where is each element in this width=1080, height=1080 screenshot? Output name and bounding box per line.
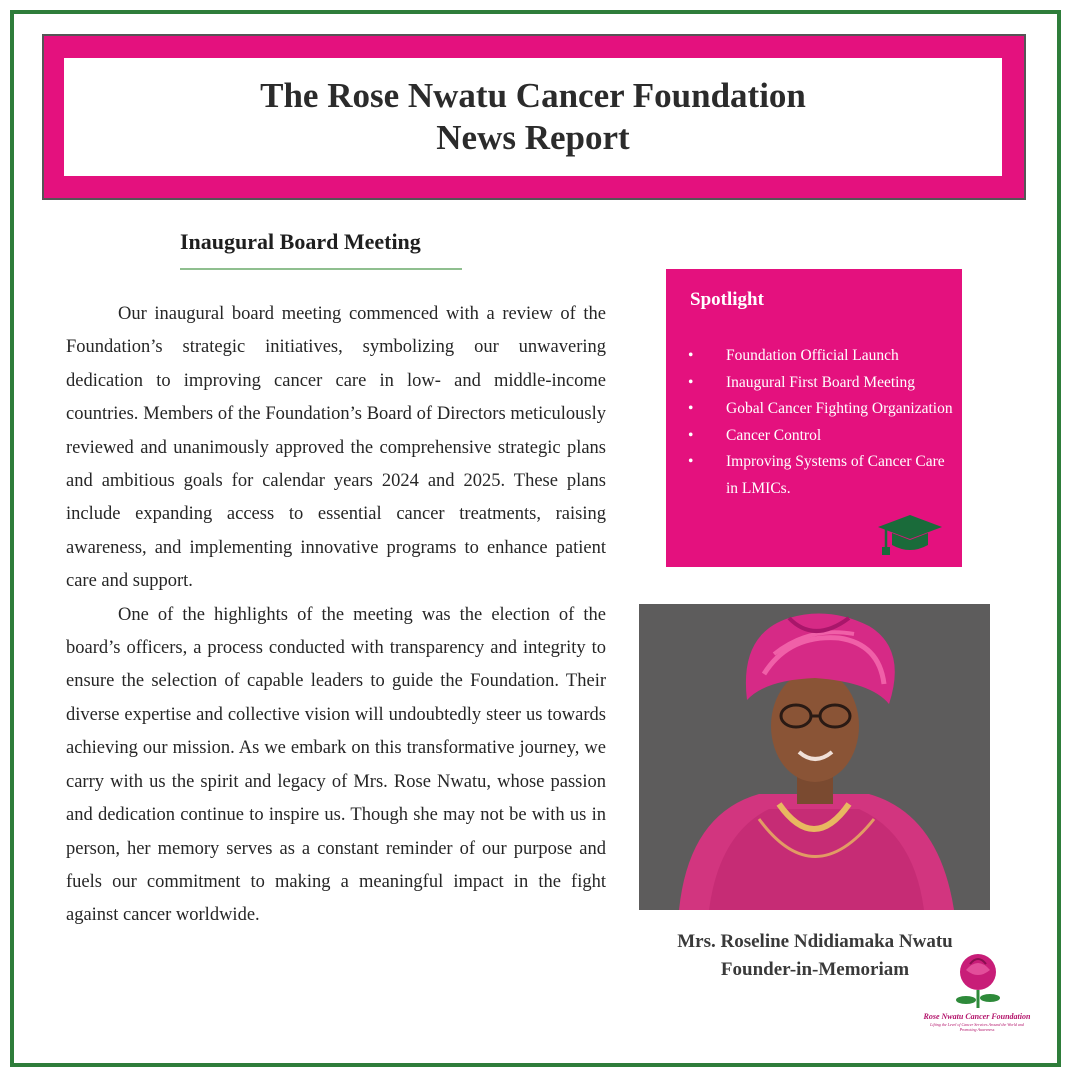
spotlight-title: Spotlight	[690, 289, 764, 310]
caption-role: Founder-in-Memoriam	[720, 959, 910, 980]
founder-portrait	[639, 604, 990, 910]
header-inner	[64, 58, 1002, 176]
portrait-illustration	[639, 604, 990, 910]
bullet-icon: •	[688, 373, 694, 391]
heading-underline	[180, 268, 462, 270]
spotlight-item	[686, 370, 956, 397]
spotlight-item	[686, 343, 956, 370]
bullet-icon: •	[688, 400, 694, 417]
bullet-icon: •	[688, 347, 694, 364]
caption-name: Mrs. Roseline Ndidiamaka Nwatu	[677, 931, 953, 952]
spotlight-item-label: Foundation Official Launch	[726, 347, 899, 364]
spotlight-item	[686, 396, 956, 423]
header-title-line2: News Report	[436, 118, 630, 157]
article-paragraph-1: Our inaugural board meeting commenced with a review of the Foundation’s strategic initiatives, symbolizing our unwavering dedication to improving cancer care in low- and middle-income countries. Members of the Foundation’s Board of Directors meticulously reviewed and unanimously approved the comprehensive strategic plans and ambitious goals for calendar years 2024 and 2025. These plans include expanding access to essential cancer treatments, raising awareness, and implementing innovative programs to enhance patient care and support.	[66, 304, 606, 592]
spotlight-item-label: Cancer Control	[726, 426, 822, 444]
logo-tagline: Lifting the Level of Cancer Services Around the World and Promoting Awareness	[930, 1022, 1024, 1032]
spotlight-item-label: Inaugural First Board Meeting	[726, 373, 915, 391]
header-title-line1: The Rose Nwatu Cancer Foundation	[260, 76, 806, 115]
bullet-icon: •	[688, 453, 694, 470]
article-body	[66, 298, 606, 933]
spotlight-box	[666, 269, 962, 567]
foundation-logo	[918, 950, 1036, 1044]
spotlight-item-label: Improving Systems of Cancer Care in LMICs.	[726, 453, 945, 497]
spotlight-item-label: Gobal Cancer Fighting Organization	[726, 400, 953, 417]
article-heading: Inaugural Board Meeting	[180, 229, 421, 254]
spotlight-item	[686, 423, 956, 450]
bullet-icon: •	[688, 426, 694, 444]
article-paragraph-2: One of the highlights of the meeting was the election of the board’s officers, a process conducted with transparency and integrity to ensure the selection of capable leaders to guide the Foundation. Their diverse expertise and collective vision will undoubtedly steer us towards achieving our mission. As we embark on this transformative journey, we carry with us the spirit and legacy of Mrs. Rose Nwatu, whose passion and dedication continue to inspire us. Though she may not be with us in person, her memory serves as a constant reminder of our purpose and fuels our commitment to making a meaningful impact in the fight against cancer worldwide.	[66, 604, 606, 926]
header-banner	[42, 34, 1026, 200]
logo-name: Rose Nwatu Cancer Foundation	[923, 1012, 1031, 1021]
spotlight-list	[686, 343, 956, 502]
rose-logo-icon	[918, 950, 1036, 1012]
graduation-cap-icon	[876, 513, 944, 557]
spotlight-item	[686, 449, 956, 502]
